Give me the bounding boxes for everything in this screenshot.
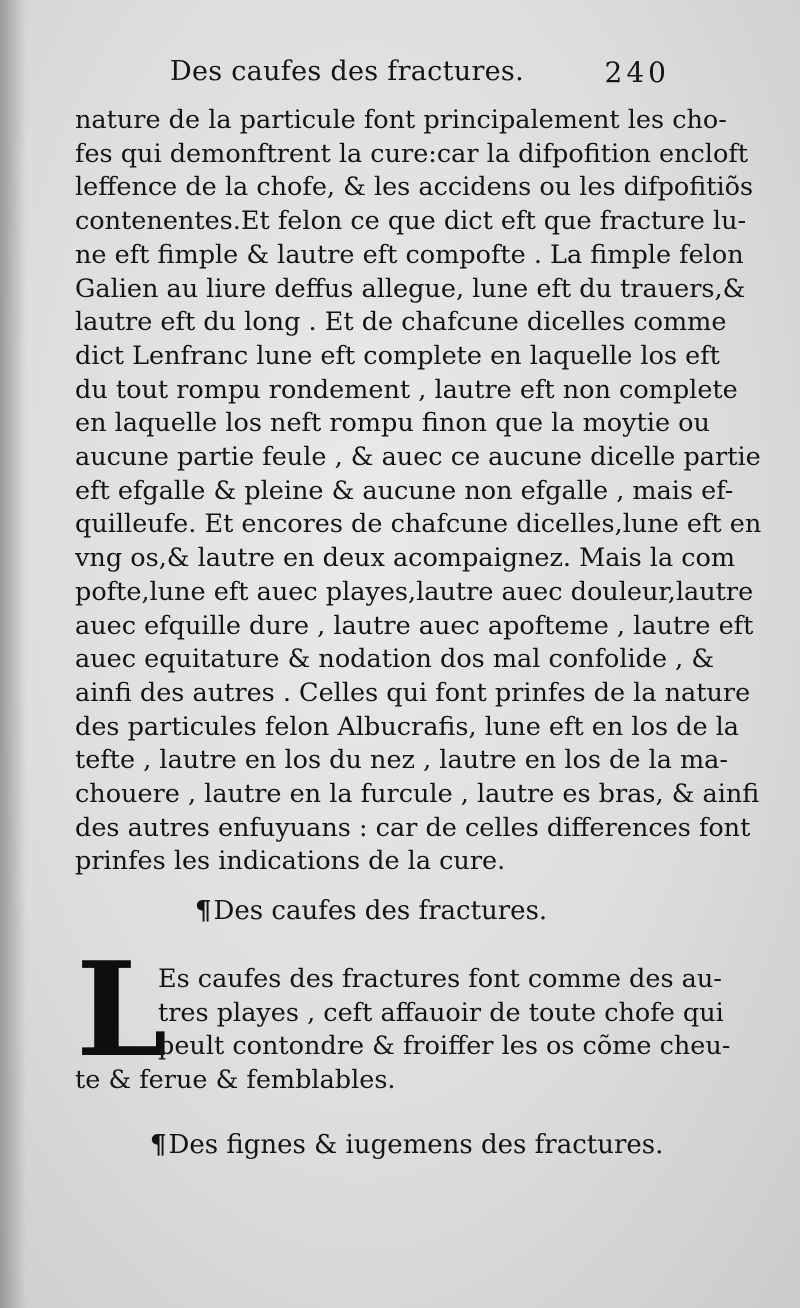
section-heading-text: Des caufes des fractures. — [213, 896, 548, 926]
text-line: ne eft fimple & lautre eft compofte . La fimple felon — [75, 239, 744, 270]
body-paragraph — [75, 104, 762, 879]
page-header — [170, 56, 670, 96]
text-line: du tout rompu rondement , lautre eft non complete — [75, 374, 738, 405]
binding-shadow — [0, 0, 26, 1308]
text-line: chouere , lautre en la furcule , lautre es bras, & ainfi — [75, 779, 760, 810]
text-line: Galien au liure deffus allegue, lune eft du trauers,& — [75, 273, 746, 304]
drop-cap-initial: L — [76, 933, 168, 1086]
pilcrow-icon: ¶ — [150, 1130, 167, 1160]
text-line: tefte , lautre en los du nez , lautre en los de la ma- — [75, 745, 729, 776]
running-head: Des caufes des fractures. — [170, 56, 524, 87]
text-line: contenentes.Et felon ce que dict eft que fracture lu- — [75, 206, 747, 237]
section-heading-causes — [195, 896, 547, 926]
text-line: auec efquille dure , lautre auec apofteme , lautre eft — [75, 610, 754, 641]
text-line: eft efgalle & pleine & aucune non efgalle , mais ef- — [75, 475, 734, 506]
text-line: nature de la particule font principalement les cho- — [75, 105, 727, 135]
pilcrow-icon: ¶ — [195, 896, 212, 926]
section-paragraph — [158, 963, 731, 1064]
page-number: 240 — [604, 56, 670, 89]
section-heading-text: Des fignes & iugemens des fractures. — [168, 1130, 664, 1160]
text-line: peult contondre & froiffer les os cõme cheu- — [158, 1031, 731, 1061]
text-line: pofte,lune eft auec playes,lautre auec douleur,lautre — [75, 576, 754, 607]
text-line: aucune partie feule , & auec ce aucune dicelle partie — [75, 442, 761, 473]
text-line: auec equitature & nodation dos mal confolide , & — [75, 644, 715, 675]
text-line: des autres enfuyuans : car de celles differences font — [75, 812, 751, 843]
text-line: prinfes les indications de la cure. — [75, 846, 506, 877]
text-line: vng os,& lautre en deux acompaignez. Mais la com — [75, 543, 736, 574]
text-line: quilleufe. Et encores de chafcune dicelles,lune eft en — [75, 509, 762, 540]
text-line: tres playes , ceft affauoir de toute chofe qui — [158, 997, 724, 1028]
text-line: dict Lenfranc lune eft complete en laquelle los eft — [75, 340, 720, 371]
section-heading-signs — [150, 1130, 663, 1160]
text-line: des particules felon Albucrafis, lune eft en los de la — [75, 711, 740, 742]
text-line: lautre eft du long . Et de chafcune dicelles comme — [75, 307, 727, 338]
text-line: en laquelle los neft rompu finon que la moytie ou — [75, 408, 710, 439]
text-line: Es caufes des fractures font comme des au- — [158, 964, 722, 994]
section-paragraph-last-line: te & ferue & femblables. — [75, 1065, 396, 1095]
text-line: fes qui demonftrent la cure:car la difpofition encloft — [75, 138, 748, 169]
text-line: leffence de la chofe, & les accidens ou les difpofitiõs — [75, 172, 754, 203]
text-line: ainfi des autres . Celles qui font prinfes de la nature — [75, 677, 751, 708]
